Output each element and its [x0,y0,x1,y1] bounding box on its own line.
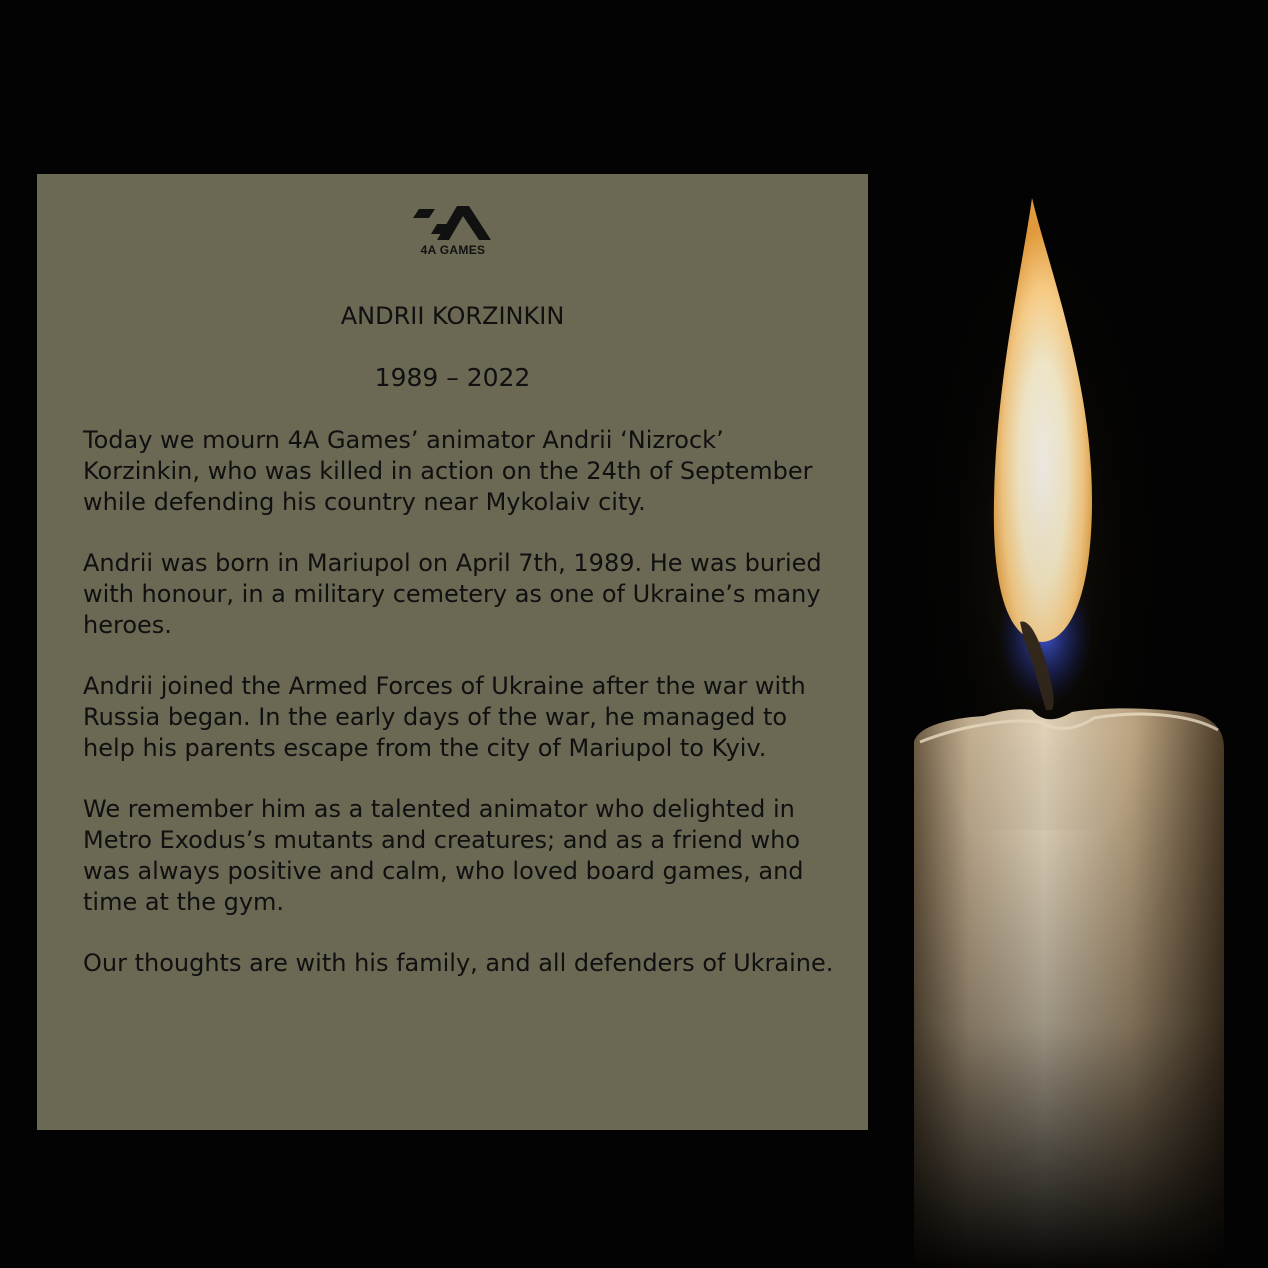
candle-image [880,170,1268,1268]
paragraph: Our thoughts are with his family, and all defenders of Ukraine. [83,949,834,977]
logo-text: 4A GAMES [420,243,486,257]
candle-glow [920,230,1160,830]
memorial-name: ANDRII KORZINKIN [340,302,565,330]
paragraph: Andrii joined the Armed Forces of Ukraine after the war with Russia began. In the early days of the war, he managed to help his parents escape from the city of Mariupol to Kyiv. [83,672,806,762]
paragraph: Andrii was born in Mariupol on April 7th, 1989. He was buried with honour, in a military cemetery as one of Ukraine’s many heroes. [83,549,822,639]
4a-logo-icon [409,204,497,242]
paragraph: We remember him as a talented animator who delighted in Metro Exodus’s mutants and creatures; and as a friend who was always positive and calm, who loved board games, and time at the gym. [83,795,804,916]
memorial-text [83,425,843,1009]
memorial-years: 1989 – 2022 [374,363,531,392]
paragraph: Today we mourn 4A Games’ animator Andrii ‘Nizrock’ Korzinkin, who was killed in action on the 24th of September while defending his country near Mykolaiv city. [83,426,813,516]
studio-logo [409,204,497,258]
memorial-card [37,174,868,1130]
